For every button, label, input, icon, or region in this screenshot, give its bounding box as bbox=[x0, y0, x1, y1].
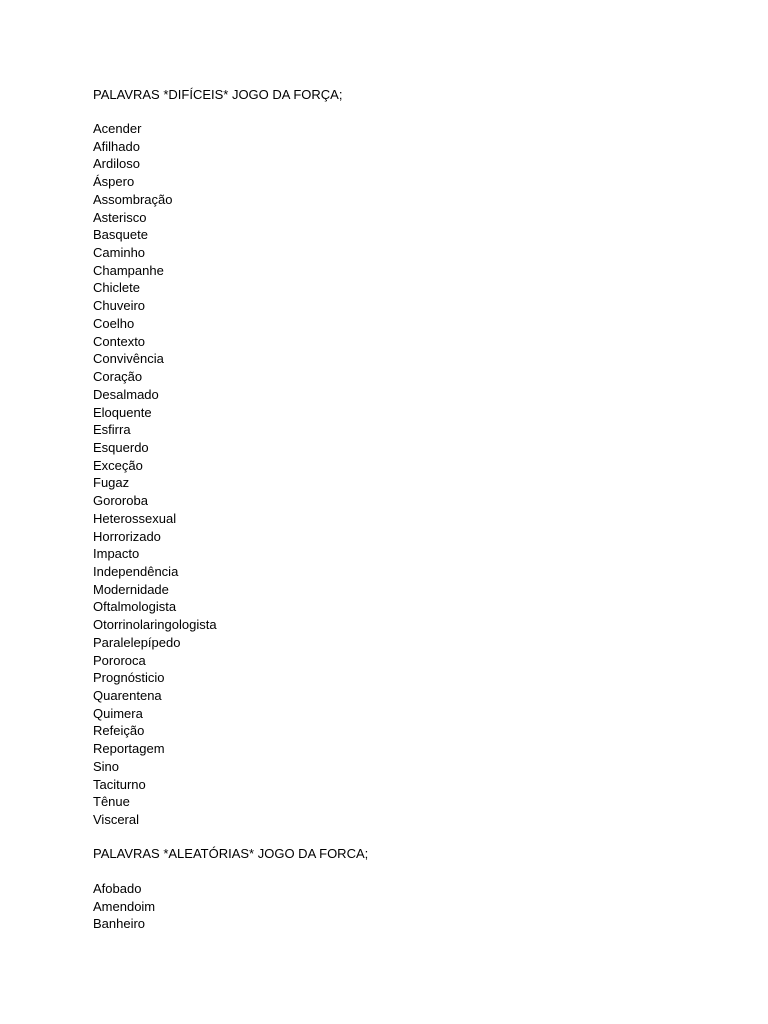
word-item: Tênue bbox=[93, 794, 130, 810]
word-item: Contexto bbox=[93, 333, 146, 349]
word-item: Amendoim bbox=[93, 898, 156, 914]
word-item: Prognósticio bbox=[93, 670, 165, 686]
word-item: Oftalmologista bbox=[93, 599, 177, 615]
word-item: Gororoba bbox=[93, 493, 148, 509]
word-item: Esfirra bbox=[93, 422, 131, 438]
word-item: Esquerdo bbox=[93, 439, 149, 455]
word-item: Otorrinolaringologista bbox=[93, 617, 217, 633]
word-item: Sino bbox=[93, 758, 120, 774]
word-item: Basquete bbox=[93, 227, 148, 243]
word-item: Independência bbox=[93, 563, 179, 579]
word-item: Refeição bbox=[93, 723, 145, 739]
word-item: Caminho bbox=[93, 245, 146, 261]
word-item: Quimera bbox=[93, 705, 143, 721]
word-item: Reportagem bbox=[93, 741, 165, 757]
word-item: Taciturno bbox=[93, 776, 146, 792]
word-item: Desalmado bbox=[93, 386, 159, 402]
word-item: Exceção bbox=[93, 457, 143, 473]
word-item: Impacto bbox=[93, 546, 140, 562]
word-item: Acender bbox=[93, 121, 142, 136]
word-item: Paralelepípedo bbox=[93, 634, 181, 650]
word-item: Coelho bbox=[93, 315, 135, 331]
word-item: Banheiro bbox=[93, 916, 146, 932]
word-item: Eloquente bbox=[93, 404, 152, 420]
word-item: Pororoca bbox=[93, 652, 146, 668]
section-heading-random-words: PALAVRAS *ALEATÓRIAS* JOGO DA FORCA; bbox=[93, 846, 369, 861]
word-item: Ardiloso bbox=[93, 156, 140, 172]
word-item: Asterisco bbox=[93, 209, 147, 225]
word-item: Chiclete bbox=[93, 280, 140, 296]
word-item: Champanhe bbox=[93, 262, 164, 278]
difficult-word-list bbox=[93, 120, 217, 829]
word-item: Quarentena bbox=[93, 688, 162, 703]
word-item: Assombração bbox=[93, 191, 173, 207]
section-heading-difficult-words: PALAVRAS *DIFÍCEIS* JOGO DA FORÇA; bbox=[93, 87, 343, 102]
word-item: Chuveiro bbox=[93, 298, 146, 314]
word-item: Coração bbox=[93, 369, 143, 385]
word-item: Convivência bbox=[93, 351, 164, 367]
word-item: Visceral bbox=[93, 812, 140, 828]
word-item: Modernidade bbox=[93, 581, 169, 597]
word-item: Afobado bbox=[93, 881, 142, 896]
word-item: Heterossexual bbox=[93, 510, 177, 526]
word-item: Áspero bbox=[93, 174, 135, 190]
word-item: Afilhado bbox=[93, 138, 140, 154]
word-item: Horrorizado bbox=[93, 528, 161, 544]
word-item: Fugaz bbox=[93, 475, 130, 491]
random-word-list bbox=[93, 880, 155, 933]
